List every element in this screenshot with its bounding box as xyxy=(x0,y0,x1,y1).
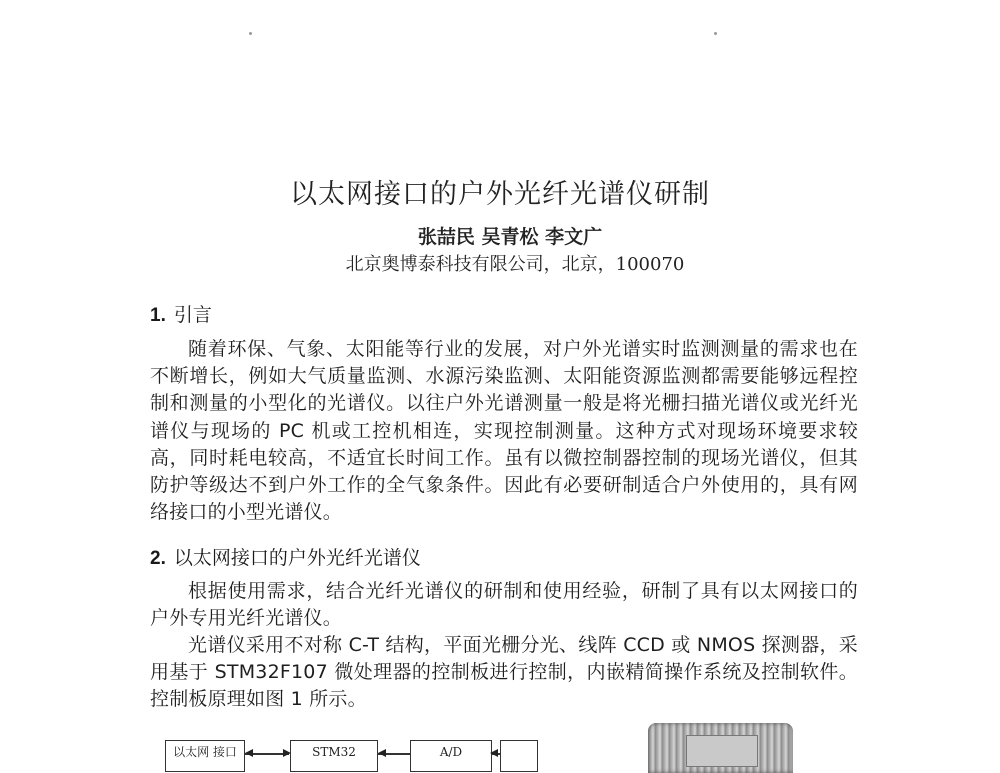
scan-speck xyxy=(714,32,717,35)
section-number: 2. xyxy=(150,548,166,569)
section-title: 引言 xyxy=(173,304,212,326)
paragraph: 光谱仪采用不对称 C-T 结构，平面光栅分光、线阵 CCD 或 NMOS 探测器，采用基于 STM32F107 微处理器的控制板进行控制，内嵌精简操作系统及控制软件。控制板原理如图 1 所示。 xyxy=(150,634,858,711)
scan-speck xyxy=(249,32,252,35)
diagram-box-ethernet: 以太网 接口 xyxy=(165,740,245,772)
section-title: 以太网接口的户外光纤光谱仪 xyxy=(173,547,421,569)
diagram-box-ad: A/D xyxy=(410,740,492,772)
spectrometer-device-photo xyxy=(648,723,793,773)
paper-affiliation: 北京奥博泰科技有限公司，北京，100070 xyxy=(345,254,685,275)
arrowhead-icon xyxy=(378,749,386,757)
arrowhead-icon xyxy=(245,749,253,757)
section-heading-1 xyxy=(150,300,212,327)
diagram-box-sensor xyxy=(500,740,538,772)
section-number: 1. xyxy=(150,305,166,326)
arrowhead-icon xyxy=(490,749,498,757)
device-label-plate xyxy=(686,735,758,767)
diagram-box-stm32: STM32 xyxy=(290,740,378,772)
paper-authors: 张喆民 吴青松 李文广 xyxy=(417,226,603,248)
paragraph: 随着环保、气象、太阳能等行业的发展，对户外光谱实时监测测量的需求也在不断增长，例如大气质量监测、水源污染监测、太阳能资源监测都需要能够远程控制和测量的小型化的光谱仪。以往户外光谱测量一般是将光栅扫描光谱仪或光纤光谱仪与现场的 PC 机或工控机相连，实现控制测量。这种方式对现场环境要求较高，同时耗电较高，不适宜长时间工作。虽有以微控制器控制的现场光谱仪，但其防护等级达不到户外工作的全气象条件。因此有必要研制适合户外使用的，具有网络接口的小型光谱仪。 xyxy=(150,338,858,524)
paper-title: 以太网接口的户外光纤光谱仪研制 xyxy=(290,179,710,210)
block-diagram xyxy=(150,728,570,768)
section-heading-2 xyxy=(150,543,421,570)
paragraph: 根据使用需求，结合光纤光谱仪的研制和使用经验，研制了具有以太网接口的户外专用光纤光谱仪。 xyxy=(150,580,858,630)
